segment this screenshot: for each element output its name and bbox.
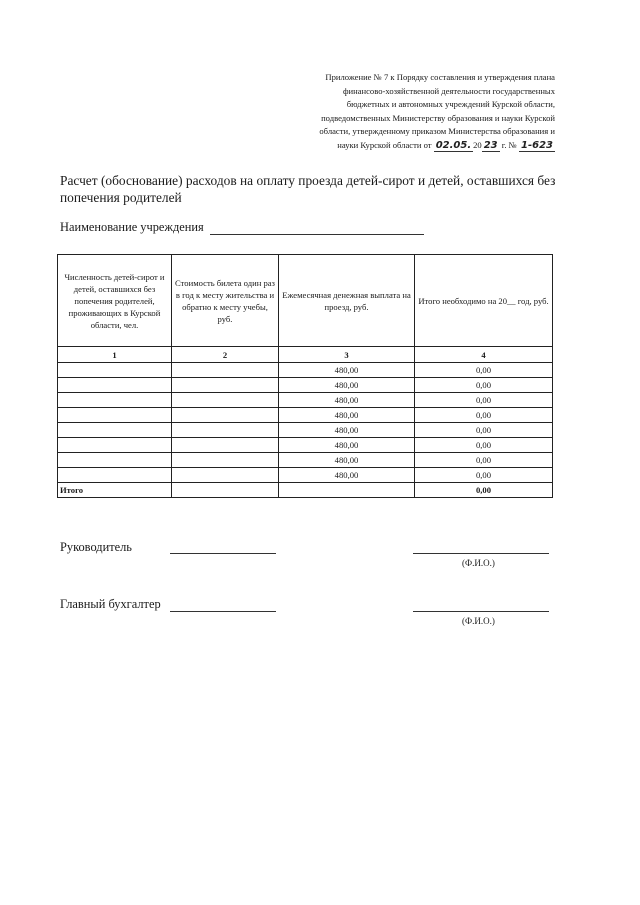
appendix-last-line (280, 139, 555, 153)
table-row (58, 363, 553, 378)
cell-total: 0,00 (415, 393, 553, 408)
cell-total: 0,00 (415, 468, 553, 483)
appendix-note (280, 71, 555, 153)
total-empty-cell (279, 483, 415, 498)
cell-children-count[interactable] (58, 438, 172, 453)
accountant-fio-caption: (Ф.И.О.) (462, 616, 495, 626)
cell-monthly-payment: 480,00 (279, 408, 415, 423)
appendix-line: подведомственных Министерству образования и науки Курской (321, 112, 555, 123)
cell-monthly-payment: 480,00 (279, 393, 415, 408)
cell-ticket-cost[interactable] (172, 408, 279, 423)
cell-children-count[interactable] (58, 363, 172, 378)
table-row (58, 423, 553, 438)
order-number: 1-623 (521, 139, 553, 151)
column-number: 2 (172, 347, 279, 363)
column-number-row (58, 347, 553, 363)
cell-children-count[interactable] (58, 453, 172, 468)
accountant-signature-line[interactable] (170, 611, 276, 612)
cell-total: 0,00 (415, 423, 553, 438)
order-year: 23 (483, 139, 498, 151)
institution-name-field[interactable] (210, 222, 424, 235)
table-row (58, 468, 553, 483)
director-fio-caption: (Ф.И.О.) (462, 558, 495, 568)
cell-ticket-cost[interactable] (172, 438, 279, 453)
total-row (58, 483, 553, 498)
director-name-line[interactable] (413, 553, 549, 554)
total-value: 0,00 (415, 483, 553, 498)
cell-total: 0,00 (415, 363, 553, 378)
appendix-line: области, утвержденному приказом Министерства образования и (319, 126, 555, 137)
cell-children-count[interactable] (58, 393, 172, 408)
total-empty-cell (172, 483, 279, 498)
table-row (58, 408, 553, 423)
cell-children-count[interactable] (58, 468, 172, 483)
accountant-label: Главный бухгалтер (60, 597, 161, 611)
cell-children-count[interactable] (58, 423, 172, 438)
calculation-table (57, 254, 553, 498)
cell-monthly-payment: 480,00 (279, 453, 415, 468)
cell-monthly-payment: 480,00 (279, 363, 415, 378)
cell-ticket-cost[interactable] (172, 453, 279, 468)
column-number: 1 (58, 347, 172, 363)
header-children-count: Численность детей-сирот и детей, оставшихся без попечения родителей, проживающих в Курской области, чел. (58, 255, 172, 347)
director-label: Руководитель (60, 540, 132, 554)
director-signature-line[interactable] (170, 553, 276, 554)
cell-total: 0,00 (415, 378, 553, 393)
cell-monthly-payment: 480,00 (279, 468, 415, 483)
appendix-line: Приложение № 7 к Порядку составления и утверждения плана (325, 72, 555, 82)
total-label: Итого (58, 483, 172, 498)
cell-children-count[interactable] (58, 408, 172, 423)
table-row (58, 453, 553, 468)
order-date: 02.05. (435, 139, 472, 151)
header-ticket-cost: Стоимость билета один раз в год к месту жительства и обратно к месту учебы, руб. (172, 255, 279, 347)
header-total-needed: Итого необходимо на 20__ год, руб. (415, 255, 553, 347)
column-number: 3 (279, 347, 415, 363)
appendix-line: бюджетных и автономных учреждений Курской области, (346, 99, 555, 110)
cell-ticket-cost[interactable] (172, 468, 279, 483)
cell-monthly-payment: 480,00 (279, 423, 415, 438)
table-row (58, 378, 553, 393)
header-monthly-payment: Ежемесячная денежная выплата на проезд, руб. (279, 255, 415, 347)
cell-ticket-cost[interactable] (172, 378, 279, 393)
cell-total: 0,00 (415, 438, 553, 453)
cell-monthly-payment: 480,00 (279, 378, 415, 393)
institution-row (60, 219, 480, 235)
cell-ticket-cost[interactable] (172, 393, 279, 408)
table-row (58, 438, 553, 453)
cell-total: 0,00 (415, 408, 553, 423)
appendix-last-prefix: науки Курской области от (337, 139, 432, 150)
document-title: Расчет (обоснование) расходов на оплату проезда детей-сирот и детей, оставшихся без попечения родителей (60, 173, 556, 205)
cell-children-count[interactable] (58, 378, 172, 393)
appendix-line: финансово-хозяйственной деятельности государственных (342, 85, 555, 96)
cell-ticket-cost[interactable] (172, 363, 279, 378)
cell-total: 0,00 (415, 453, 553, 468)
cell-ticket-cost[interactable] (172, 423, 279, 438)
column-number: 4 (415, 347, 553, 363)
year-after: г. № (501, 139, 517, 150)
table-header-row (58, 255, 553, 347)
institution-label: Наименование учреждения (60, 220, 204, 234)
year-prefix: 20 (473, 139, 482, 150)
cell-monthly-payment: 480,00 (279, 438, 415, 453)
table-row (58, 393, 553, 408)
accountant-name-line[interactable] (413, 611, 549, 612)
